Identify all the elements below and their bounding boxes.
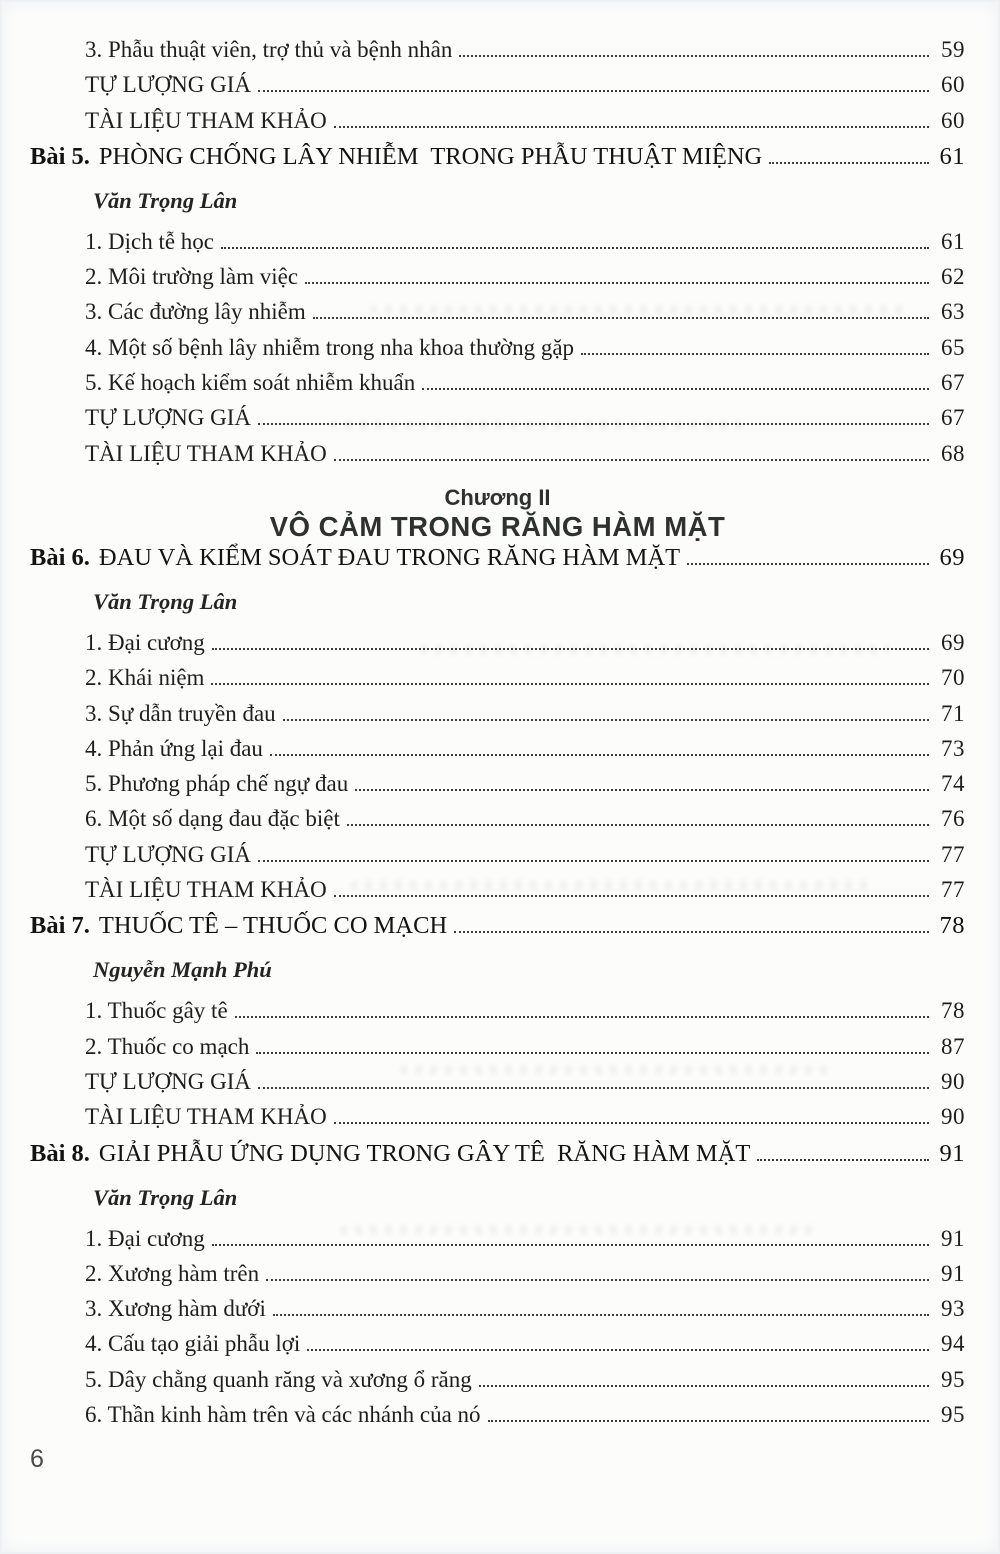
toc-entry-page: 87 [941, 1033, 965, 1059]
toc-author-row [30, 589, 965, 630]
toc-entry-label: 3. Các đường lây nhiễm [85, 299, 306, 325]
toc-entry-label: 5. Phương pháp chế ngự đau [85, 771, 349, 797]
toc-item-entry [30, 842, 965, 877]
dotted-leader [221, 243, 929, 249]
dotted-leader [334, 1118, 929, 1124]
toc-item-entry [30, 335, 965, 370]
toc-entry-label: 6. Thần kinh hàm trên và các nhánh của nó [85, 1402, 481, 1428]
toc-author-row [30, 957, 965, 998]
toc-entry-page: 62 [941, 264, 965, 290]
toc-entry-page: 90 [941, 1068, 965, 1094]
toc-entry-label: 3. Sự dẫn truyền đau [85, 700, 276, 726]
toc-item-entry [30, 108, 965, 143]
toc-entry-page: 78 [941, 998, 965, 1024]
toc-entry-page: 78 [939, 912, 965, 940]
dotted-leader [687, 559, 929, 565]
toc-entry-label: 5. Dây chằng quanh răng và xương ổ răng [85, 1366, 472, 1392]
toc-entry-label: PHÒNG CHỐNG LÂY NHIỄM TRONG PHẪU THUẬT MIỆNG [98, 142, 763, 170]
toc-entry-page: 94 [941, 1331, 965, 1357]
toc-lesson-entry [30, 544, 965, 589]
dotted-leader [270, 750, 929, 756]
toc-author-name: Văn Trọng Lân [93, 588, 238, 614]
dotted-leader [334, 891, 929, 897]
chapter-title: VÔ CẢM TRONG RĂNG HÀM MẶT [269, 510, 726, 542]
toc-entry-label: TÀI LIỆU THAM KHẢO [85, 440, 327, 466]
toc-entry-page: 70 [941, 665, 965, 691]
toc-entry-page: 76 [941, 806, 965, 832]
toc-item-entry [30, 998, 965, 1033]
toc-entry-page: 67 [941, 405, 965, 431]
toc-entry-label: THUỐC TÊ – THUỐC CO MẠCH [98, 912, 448, 940]
toc-item-entry [30, 229, 965, 264]
dotted-leader [258, 1083, 929, 1089]
dotted-leader [355, 785, 929, 791]
toc-item-entry [30, 299, 965, 334]
toc-entry-page: 63 [941, 299, 965, 325]
dotted-leader [273, 1310, 929, 1316]
toc-entry-label: 4. Một số bệnh lây nhiễm trong nha khoa thường gặp [85, 334, 575, 360]
toc-entry-label: 2. Xương hàm trên [85, 1260, 260, 1286]
toc-lesson-entry [30, 1140, 965, 1185]
toc-entry-page: 74 [941, 771, 965, 797]
toc-item-entry [30, 405, 965, 440]
dotted-leader [212, 644, 929, 650]
toc-item-entry [30, 665, 965, 700]
toc-item-entry [30, 1296, 965, 1331]
toc-item-entry [30, 1104, 965, 1139]
toc-entry-page: 69 [941, 629, 965, 655]
dotted-leader [305, 278, 929, 284]
toc-item-entry [30, 771, 965, 806]
dotted-leader [256, 1048, 929, 1054]
dotted-leader [258, 419, 929, 425]
dotted-leader [757, 1155, 929, 1161]
toc-entry-label: 2. Thuốc co mạch [85, 1033, 250, 1059]
toc-author-row [30, 188, 965, 229]
toc-item-entry [30, 1367, 965, 1402]
toc-author-name: Văn Trọng Lân [93, 187, 238, 213]
toc-entry-label: TỰ LƯỢNG GIÁ [85, 72, 251, 98]
toc-entry-page: 65 [941, 334, 965, 360]
toc-entry-label: 4. Phản ứng lại đau [85, 735, 263, 761]
chapter-heading [30, 484, 965, 542]
toc-entry-label: 1. Thuốc gây tê [85, 998, 228, 1024]
toc-author-row [30, 1185, 965, 1226]
toc-entry-page: 59 [941, 37, 965, 62]
dotted-leader [266, 1275, 929, 1281]
dotted-leader [235, 1012, 929, 1018]
toc-author-name: Văn Trọng Lân [93, 1184, 238, 1210]
toc-lesson-prefix: Bài 8. [30, 1139, 90, 1167]
toc-list [30, 37, 965, 1437]
dotted-leader [459, 51, 929, 57]
toc-entry-page: 60 [941, 72, 965, 98]
dotted-leader [769, 158, 929, 164]
toc-entry-page: 95 [941, 1366, 965, 1392]
toc-item-entry [30, 1402, 965, 1437]
toc-item-entry [30, 441, 965, 476]
toc-lesson-entry [30, 912, 965, 957]
toc-entry-page: 60 [941, 107, 965, 133]
toc-entry-label: 5. Kế hoạch kiểm soát nhiễm khuẩn [85, 370, 416, 396]
dotted-leader [488, 1416, 929, 1422]
toc-entry-page: 68 [941, 440, 965, 466]
dotted-leader [581, 349, 929, 355]
toc-entry-page: 95 [941, 1402, 965, 1428]
toc-item-entry [30, 806, 965, 841]
dotted-leader [212, 1240, 929, 1246]
dotted-leader [334, 455, 929, 461]
dotted-leader [283, 715, 929, 721]
toc-item-entry [30, 701, 965, 736]
toc-entry-label: 3. Phẫu thuật viên, trợ thủ và bệnh nhân [85, 37, 453, 62]
toc-entry-label: 2. Môi trường làm việc [85, 264, 299, 290]
toc-item-entry [30, 37, 965, 72]
toc-entry-page: 91 [939, 1139, 965, 1167]
dotted-leader [307, 1345, 929, 1351]
toc-entry-label: ĐAU VÀ KIỂM SOÁT ĐAU TRONG RĂNG HÀM MẶT [98, 543, 681, 571]
toc-item-entry [30, 1069, 965, 1104]
toc-entry-page: 67 [941, 370, 965, 396]
toc-lesson-entry [30, 143, 965, 188]
toc-item-entry [30, 264, 965, 299]
toc-entry-page: 61 [939, 142, 965, 170]
toc-entry-page: 71 [941, 700, 965, 726]
toc-entry-page: 90 [941, 1104, 965, 1130]
toc-entry-label: 1. Đại cương [85, 1225, 205, 1251]
toc-entry-label: TỰ LƯỢNG GIÁ [85, 841, 251, 867]
toc-entry-page: 77 [941, 877, 965, 903]
chapter-kicker: Chương II [444, 484, 551, 510]
toc-entry-label: 6. Một số dạng đau đặc biệt [85, 806, 340, 832]
toc-entry-label: TÀI LIỆU THAM KHẢO [85, 1104, 327, 1130]
toc-entry-label: TỰ LƯỢNG GIÁ [85, 1068, 251, 1094]
toc-entry-label: GIẢI PHẪU ỨNG DỤNG TRONG GÂY TÊ RĂNG HÀM MẶT [98, 1139, 751, 1167]
toc-entry-label: TÀI LIỆU THAM KHẢO [85, 107, 327, 133]
toc-item-entry [30, 877, 965, 912]
dotted-leader [422, 384, 929, 390]
toc-item-entry [30, 1331, 965, 1366]
toc-lesson-prefix: Bài 6. [30, 543, 90, 571]
toc-entry-label: 1. Dịch tễ học [85, 228, 215, 254]
toc-entry-page: 73 [941, 735, 965, 761]
toc-item-entry [30, 72, 965, 107]
toc-entry-page: 61 [941, 228, 965, 254]
dotted-leader [313, 313, 929, 319]
toc-entry-page: 69 [939, 543, 965, 571]
toc-entry-page: 93 [941, 1296, 965, 1322]
dotted-leader [258, 856, 929, 862]
toc-item-entry [30, 630, 965, 665]
dotted-leader [479, 1381, 929, 1387]
toc-author-name: Nguyễn Mạnh Phú [93, 957, 272, 983]
dotted-leader [211, 679, 929, 685]
toc-lesson-prefix: Bài 7. [30, 912, 90, 940]
toc-entry-page: 91 [941, 1260, 965, 1286]
dotted-leader [454, 927, 929, 933]
toc-item-entry [30, 370, 965, 405]
toc-lesson-prefix: Bài 5. [30, 142, 90, 170]
page-number: 6 [30, 1445, 44, 1473]
toc-entry-page: 77 [941, 841, 965, 867]
toc-item-entry [30, 736, 965, 771]
toc-item-entry [30, 1034, 965, 1069]
dotted-leader [334, 122, 929, 128]
toc-entry-label: 1. Đại cương [85, 629, 205, 655]
toc-entry-label: TỰ LƯỢNG GIÁ [85, 405, 251, 431]
toc-entry-page: 91 [941, 1225, 965, 1251]
toc-item-entry [30, 1226, 965, 1261]
toc-entry-label: 4. Cấu tạo giải phẫu lợi [85, 1331, 301, 1357]
dotted-leader [258, 86, 929, 92]
toc-entry-label: TÀI LIỆU THAM KHẢO [85, 877, 327, 903]
toc-item-entry [30, 1261, 965, 1296]
dotted-leader [347, 820, 929, 826]
toc-entry-label: 2. Khái niệm [85, 665, 205, 691]
toc-entry-label: 3. Xương hàm dưới [85, 1296, 266, 1322]
